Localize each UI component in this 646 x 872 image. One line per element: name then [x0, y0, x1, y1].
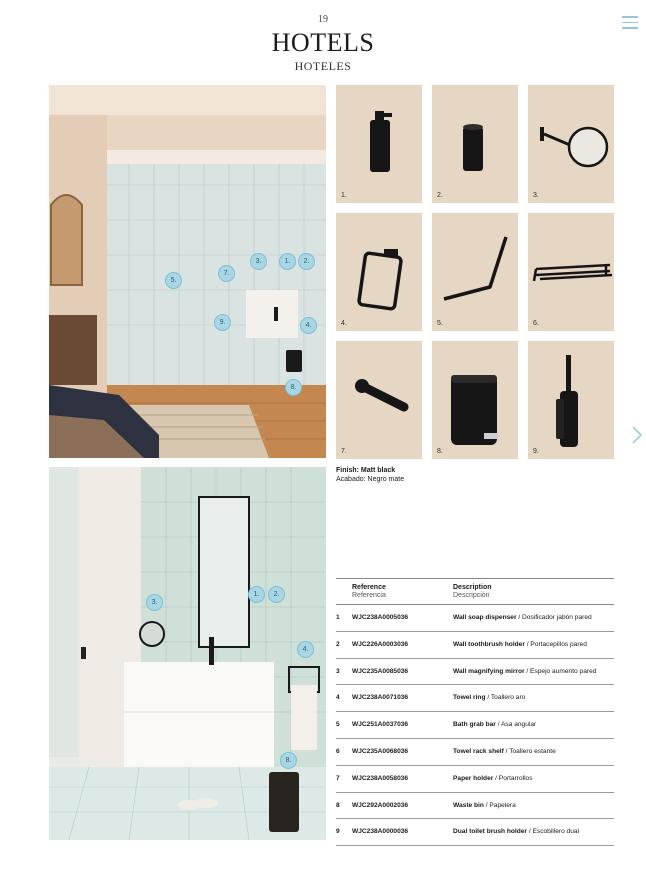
product-number: 3. [533, 192, 539, 199]
row-description [453, 748, 556, 755]
product-tile-soap-dispenser[interactable] [336, 85, 422, 203]
table-row [336, 659, 614, 686]
table-row [336, 685, 614, 712]
towel-ring-icon [336, 213, 422, 331]
reference-header-label-es: Referencia [352, 592, 386, 599]
product-number: 6. [533, 320, 539, 327]
description-header-label-es: Descripción [453, 592, 490, 599]
finish-label-es: Acabado: Negro mate [336, 476, 405, 483]
product-number: 7. [341, 448, 347, 455]
reference-column-header [352, 584, 386, 600]
description-es: / Portarrollos [493, 774, 533, 782]
row-description [453, 828, 579, 835]
product-tile-towel-ring[interactable] [336, 213, 422, 331]
description-es: / Espejo aumento pared [524, 667, 597, 675]
marker-3[interactable]: 3. [250, 253, 267, 270]
row-description [453, 694, 525, 701]
description-es: / Portacepillos pared [524, 640, 587, 648]
grab-bar-icon [432, 213, 518, 331]
row-description [453, 614, 592, 621]
row-reference: WJC238A0071036 [352, 694, 409, 702]
table-row [336, 819, 614, 846]
row-reference: WJC251A0037036 [352, 721, 409, 729]
description-es: / Papelera [483, 801, 516, 809]
marker-4[interactable]: 4. [300, 317, 317, 334]
marker-4[interactable]: 4. [297, 641, 314, 658]
product-tile-waste-bin[interactable] [432, 341, 518, 459]
row-number: 6 [336, 747, 340, 755]
row-description [453, 775, 533, 782]
table-row [336, 793, 614, 820]
row-number: 9 [336, 828, 340, 836]
marker-8[interactable]: 8. [280, 752, 297, 769]
description-en: Dual toilet brush holder [453, 828, 527, 836]
marker-7[interactable]: 7. [218, 265, 235, 282]
product-number: 2. [437, 192, 443, 199]
row-reference: WJC292A0002036 [352, 801, 409, 809]
row-number: 7 [336, 774, 340, 782]
toothbrush-holder-icon [432, 85, 518, 203]
page-number: 19 [318, 14, 328, 25]
row-number: 4 [336, 694, 340, 702]
waste-bin-icon [432, 341, 518, 459]
paper-holder-icon [336, 341, 422, 459]
description-en: Towel ring [453, 694, 486, 702]
row-description [453, 668, 596, 675]
description-column-header [453, 584, 492, 600]
finish-label: Finish: Matt black [336, 467, 396, 474]
reference-header-label: Reference [352, 584, 386, 591]
row-number: 1 [336, 614, 340, 621]
product-number: 8. [437, 448, 443, 455]
row-reference: WJC238A0000036 [352, 828, 409, 836]
towel-rack-shelf-icon [528, 213, 614, 331]
description-en: Wall soap dispenser [453, 614, 517, 621]
marker-9[interactable]: 9. [214, 314, 231, 331]
row-description [453, 721, 536, 728]
description-en: Wall magnifying mirror [453, 667, 525, 675]
product-tile-magnifying-mirror[interactable] [528, 85, 614, 203]
hotel-bathroom-photo-bottom [49, 467, 326, 840]
marker-2[interactable]: 2. [298, 253, 315, 270]
finish-note [336, 466, 404, 484]
table-row [336, 766, 614, 793]
product-number: 9. [533, 448, 539, 455]
description-es: / Dosificador jabón pared [516, 614, 592, 621]
page-subtitle: HOTELES [294, 59, 352, 73]
product-tile-paper-holder[interactable] [336, 341, 422, 459]
marker-1[interactable]: 1. [248, 586, 265, 603]
row-reference: WJC235A0068036 [352, 747, 409, 755]
chevron-right-icon[interactable] [630, 424, 644, 446]
row-reference: WJC238A0058036 [352, 774, 409, 782]
row-number: 2 [336, 640, 340, 648]
product-number: 4. [341, 320, 347, 327]
row-number: 8 [336, 801, 340, 809]
table-row [336, 739, 614, 766]
product-tile-towel-rack-shelf[interactable] [528, 213, 614, 331]
page-title: HOTELS [271, 28, 375, 57]
description-es: / Toallero estante [503, 747, 556, 755]
product-tile-toothbrush-holder[interactable] [432, 85, 518, 203]
row-number: 5 [336, 721, 340, 729]
product-tile-grab-bar[interactable] [432, 213, 518, 331]
toilet-brush-holder-icon [528, 341, 614, 459]
table-header [336, 578, 614, 605]
marker-3[interactable]: 3. [146, 594, 163, 611]
description-en: Paper holder [453, 774, 494, 782]
magnifying-mirror-icon [528, 85, 614, 203]
table-row [336, 605, 614, 632]
marker-2[interactable]: 2. [268, 586, 285, 603]
description-en: Bath grab bar [453, 721, 496, 729]
product-number: 1. [341, 192, 347, 199]
row-reference: WJC238A0005036 [352, 614, 409, 621]
row-description [453, 802, 516, 809]
row-number: 3 [336, 667, 340, 675]
row-reference: WJC235A0085036 [352, 667, 409, 675]
product-tile-toilet-brush-holder[interactable] [528, 341, 614, 459]
reference-table [336, 578, 614, 846]
product-number: 5. [437, 320, 443, 327]
hamburger-menu-icon[interactable] [622, 16, 638, 30]
table-row [336, 632, 614, 659]
description-es: / Asa angular [495, 721, 537, 729]
marker-8[interactable]: 8. [285, 379, 302, 396]
row-description [453, 641, 587, 648]
marker-5[interactable]: 5. [165, 272, 182, 289]
description-es: / Toallero aro [485, 694, 526, 702]
description-es: / Escobillero dual [527, 828, 580, 836]
row-reference: WJC226A0003036 [352, 640, 409, 648]
description-en: Waste bin [453, 801, 484, 809]
description-en: Wall toothbrush holder [453, 640, 525, 648]
hotel-bathroom-photo-top [49, 85, 326, 458]
marker-1[interactable]: 1. [279, 253, 296, 270]
description-en: Towel rack shelf [453, 747, 504, 755]
soap-dispenser-icon [336, 85, 422, 203]
table-row [336, 712, 614, 739]
description-header-label: Description [453, 584, 492, 591]
